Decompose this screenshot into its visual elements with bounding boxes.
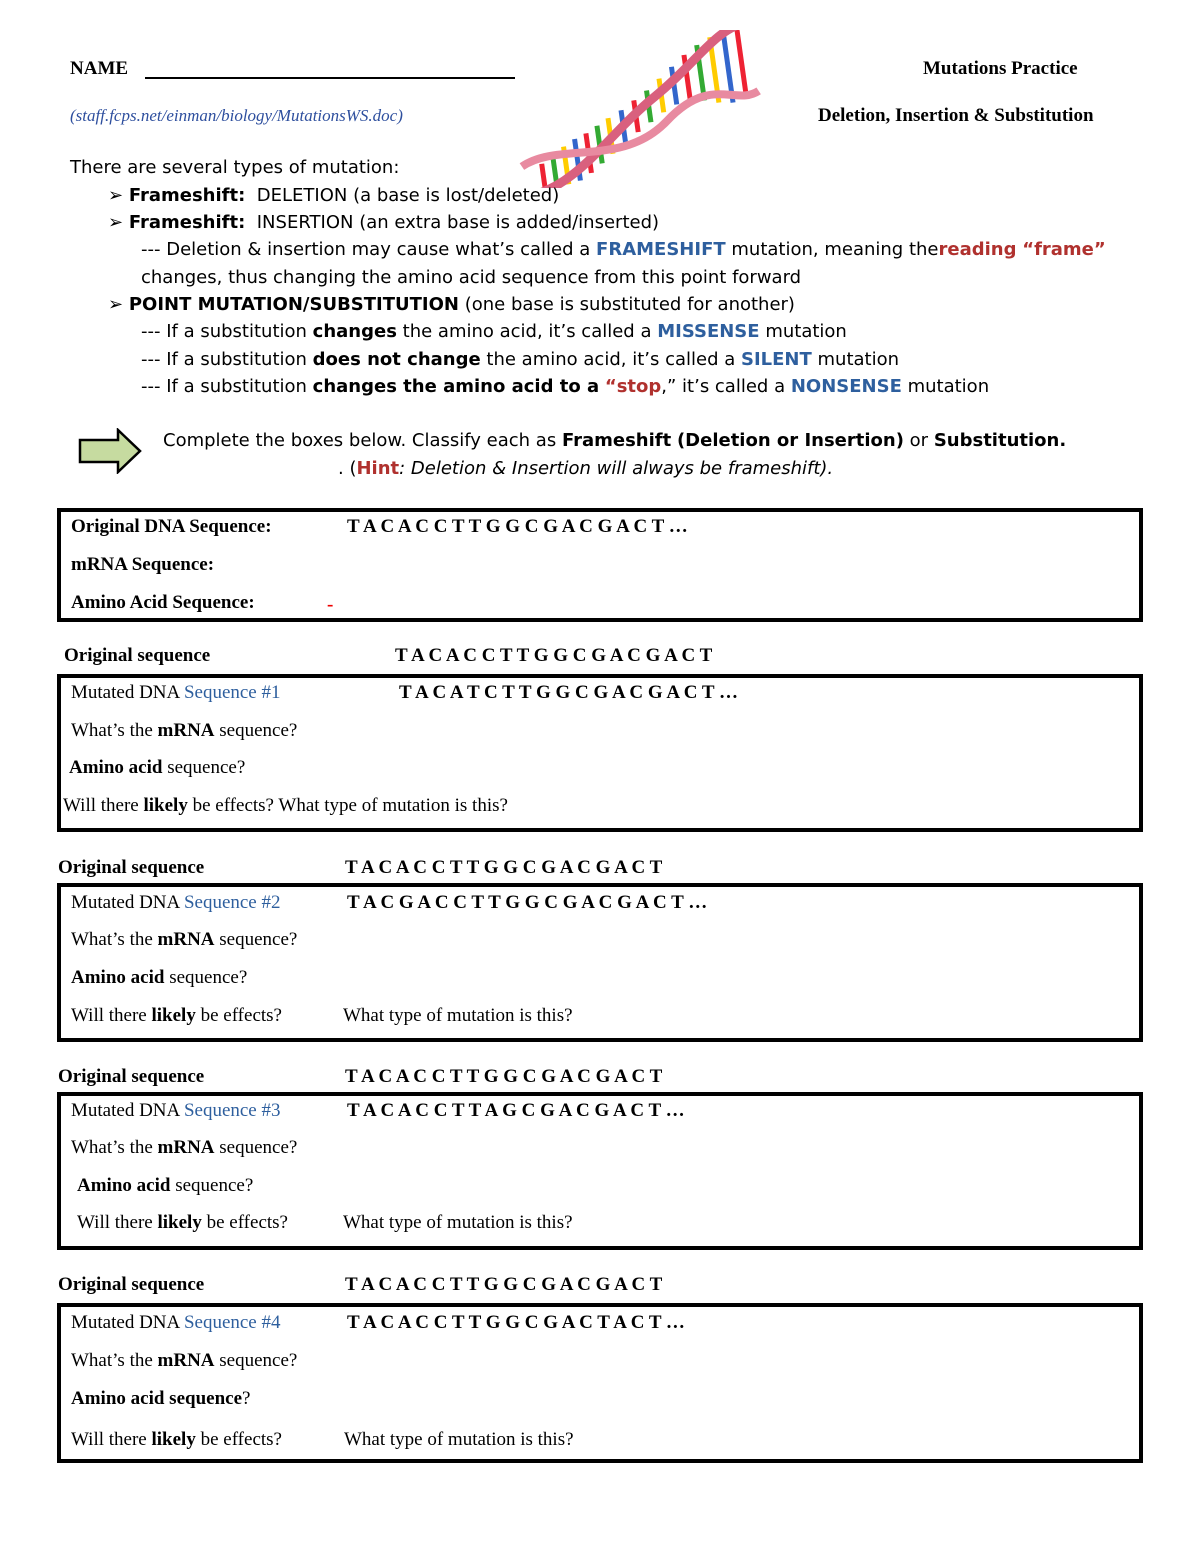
dna-double-helix-image [505,30,770,188]
mutated-dna-sequence: T A C G A C C T T G G C G A C G A C T … [347,892,708,913]
source-link[interactable]: (staff.fcps.net/einman/biology/MutationsWS.doc) [70,106,403,125]
text: be effects? [200,1005,282,1026]
text: be effects? What type of mutation is this? [192,795,508,816]
frameshift-explanation-line2: changes, thus changing the amino acid sequence from this point forward [141,267,802,288]
text: Amino acid [71,967,165,988]
frameshift-label: Frameshift: [128,212,246,233]
frameshift-term: FRAMESHIFT [596,239,726,260]
text: the amino acid, it’s called a [402,321,652,342]
insertion-note: (an extra base is added/inserted) [359,212,660,233]
mutated-sequence-box-4 [57,1303,1143,1463]
text: : Deletion & Insertion will always be frameshift). [399,458,834,479]
text: mRNA [157,929,215,950]
mutated-dna-sequence: T A C A T C T T G G C G A C G A C T … [399,682,738,703]
mutated-dna-label [71,1312,281,1334]
text: mutation [765,321,847,342]
instructions-line1 [163,430,1066,451]
text: mutation [817,349,900,370]
frameshift-explanation-line1 [141,239,1106,260]
original-sequence-label: Original sequence [64,645,211,666]
text: --- If a substitution [141,321,307,342]
text: Amino acid [77,1175,171,1196]
mrna-question[interactable] [71,1137,297,1159]
sequence-number: Sequence #4 [183,1312,281,1333]
nonsense-line [141,376,989,397]
worksheet-title: Mutations Practice [923,58,1078,79]
instructions-hint [338,458,833,479]
text: sequence? [167,757,246,778]
text: Substitution. [933,430,1067,451]
mutation-type-question[interactable]: What type of mutation is this? [343,1005,573,1026]
text: Mutated DNA [71,1312,180,1333]
mutation-type-question[interactable]: What type of mutation is this? [344,1429,574,1450]
text: be effects? [200,1429,282,1450]
text: changes [312,321,397,342]
silent-term: SILENT [740,349,812,370]
red-mark: - [327,594,334,615]
text: the amino acid, it’s called a [486,349,736,370]
mutated-dna-label [71,892,281,914]
text: Will there [71,1429,147,1450]
sequence-number: Sequence #3 [183,1100,281,1121]
reading-term: reading [938,239,1017,260]
text: mutation [907,376,990,397]
insertion-keyword: INSERTION [256,212,354,233]
mutated-dna-label [71,1100,281,1122]
text: --- If a substitution [141,349,307,370]
mrna-label: mRNA Sequence: [71,554,215,575]
original-sequence-label: Original sequence [58,1274,205,1295]
text: mRNA [157,1350,215,1371]
deletion-note: (a base is lost/deleted) [353,185,560,206]
amino-acid-question[interactable] [77,1175,253,1197]
bullet-icon: ➢ [108,212,124,233]
mrna-question[interactable] [71,720,297,742]
text: sequence? [219,720,298,741]
mrna-question[interactable] [71,1350,297,1372]
text: Amino acid [69,757,163,778]
text: Mutated DNA [71,892,180,913]
mutation-type-question[interactable]: What type of mutation is this? [343,1212,573,1233]
text: What’s the [71,1350,153,1371]
text: be effects? [206,1212,288,1233]
text: Will there [63,795,139,816]
original-sequence-label: Original sequence [58,857,205,878]
original-dna-label: Original DNA Sequence: [71,516,272,537]
original-dna-box [57,508,1143,622]
text: likely [151,1005,196,1026]
effects-question[interactable] [77,1212,288,1234]
deletion-bullet-line [108,185,559,206]
text: --- If a substitution [141,376,307,397]
bullet-icon: ➢ [108,185,124,206]
intro-lead: There are several types of mutation: [70,157,400,178]
text: (Deletion or Insertion) [676,430,904,451]
text: sequence? [219,1350,298,1371]
deletion-keyword: DELETION [256,185,348,206]
text: likely [143,795,188,816]
sequence-number: Sequence #1 [183,682,281,703]
text: sequence? [219,1137,298,1158]
text: Frameshift [561,430,672,451]
sequence-number: Sequence #2 [183,892,281,913]
text: likely [157,1212,202,1233]
text: changes the amino acid to a [312,376,600,397]
mutated-sequence-box-2 [57,883,1143,1042]
text: What’s the [71,929,153,950]
text: --- Deletion & insertion may cause what’s called a [141,239,591,260]
text: or [909,430,929,451]
missense-term: MISSENSE [657,321,760,342]
bullet-icon: ➢ [108,294,124,315]
text: Mutated DNA [71,1100,180,1121]
text: ? [242,1388,251,1409]
text: mRNA [157,720,215,741]
text: What’s the [71,720,153,741]
mrna-question[interactable] [71,929,297,951]
text: Will there [77,1212,153,1233]
original-sequence: T A C A C C T T G G C G A C G A C T [345,1066,663,1087]
missense-line [141,321,847,342]
insertion-bullet-line [108,212,659,233]
nonsense-term: NONSENSE [790,376,902,397]
text: . ( [338,458,357,479]
text: Complete the boxes below. Classify each as [163,430,557,451]
text: Mutated DNA [71,682,180,703]
mutated-sequence-box-3 [57,1092,1143,1250]
point-mutation-note: (one base is substituted for another) [464,294,795,315]
original-sequence: T A C A C C T T G G C G A C G A C T [345,857,663,878]
text: sequence? [219,929,298,950]
text: mutation, meaning the [731,239,939,260]
text: likely [151,1429,196,1450]
original-sequence-label: Original sequence [58,1066,205,1087]
point-mutation-label: POINT MUTATION/SUBSTITUTION [128,294,459,315]
silent-line [141,349,899,370]
effects-question[interactable] [63,795,508,817]
amino-acid-question[interactable] [69,757,245,779]
name-label: NAME [70,58,129,79]
text: “ [604,376,617,397]
text: does not change [312,349,481,370]
amino-acid-label: Amino Acid Sequence: [71,592,255,613]
effects-question[interactable] [71,1429,282,1451]
mutated-dna-sequence: T A C A C C T T A G C G A C G A C T … [347,1100,685,1121]
stop-term: stop [616,376,662,397]
worksheet-subtitle: Deletion, Insertion & Substitution [818,105,1094,126]
mutated-dna-sequence: T A C A C C T T G G C G A C T A C T … [347,1312,685,1333]
mutated-dna-label [71,682,281,704]
frame-term: “frame” [1022,239,1106,260]
original-sequence: T A C A C C T T G G C G A C G A C T [345,1274,663,1295]
original-dna-sequence: T A C A C C T T G G C G A C G A C T … [347,516,688,537]
text: sequence? [175,1175,254,1196]
amino-acid-question[interactable] [71,967,247,989]
frameshift-label: Frameshift: [128,185,246,206]
point-mutation-bullet-line [108,294,795,315]
mutated-sequence-box-1 [57,674,1143,832]
text: What’s the [71,1137,153,1158]
text: ,” it’s called a [661,376,786,397]
amino-acid-question[interactable] [71,1388,250,1410]
text: mRNA [157,1137,215,1158]
text: Will there [71,1005,147,1026]
name-blank-line[interactable] [145,77,515,79]
effects-question[interactable] [71,1005,282,1027]
text: Amino acid sequence [71,1388,242,1409]
hint-term: Hint [356,458,400,479]
original-sequence: T A C A C C T T G G C G A C G A C T [395,645,713,666]
right-arrow-icon [78,428,142,474]
text: sequence? [169,967,248,988]
